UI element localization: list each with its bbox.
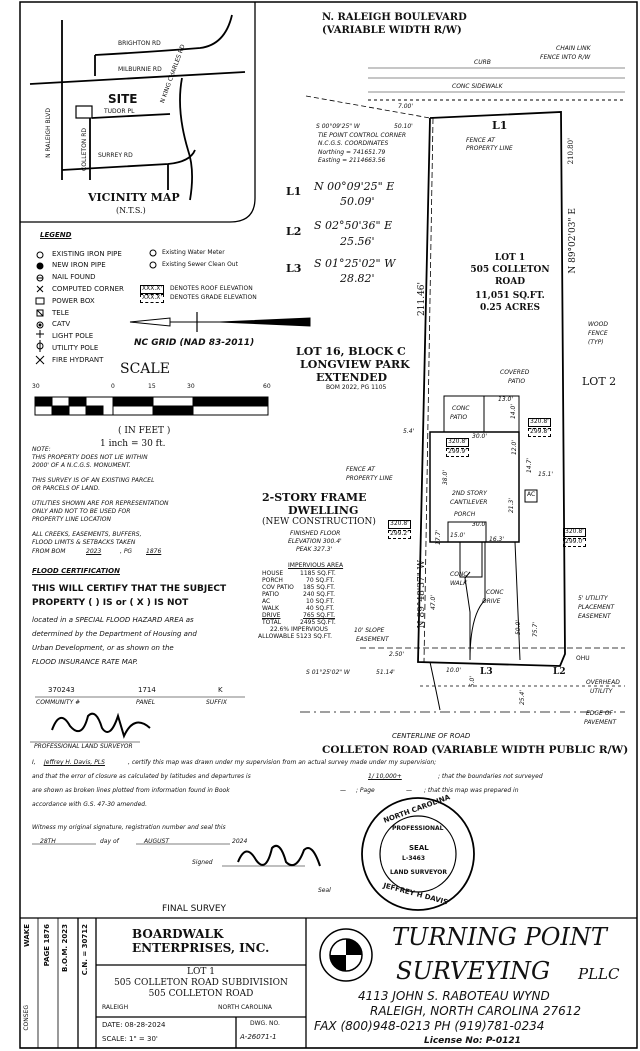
legend-item: FIRE HYDRANT — [52, 356, 104, 364]
dim: 16.3' — [489, 536, 505, 543]
wood-fence: (TYP) — [588, 339, 604, 346]
book-value: — — [340, 787, 346, 794]
l1-bearing: N 00°09'25" E — [314, 180, 395, 193]
note-line: OR PARCELS OF LAND. — [32, 485, 100, 492]
lot-line: LOT 1 — [187, 967, 215, 977]
nc-grid: NC GRID (NAD 83-2011) — [134, 338, 255, 348]
floor-elev: FINISHED FLOOR — [290, 530, 341, 537]
imp-allowable: ALLOWABLE 5123 SQ.FT. — [258, 633, 332, 640]
witness-line: Witness my original signature, registration number and seal this — [32, 824, 226, 831]
l3-bearing: S 01°25'02" W — [314, 257, 396, 270]
utility-easement: EASEMENT — [578, 613, 611, 620]
chain-link: CHAIN LINK — [556, 45, 591, 52]
lot2-label: LOT 2 — [582, 375, 617, 388]
tb-city: RALEIGH — [102, 1004, 129, 1011]
street-width: (VARIABLE WIDTH R/W) — [322, 25, 462, 36]
elev-roof: 320.8' — [530, 418, 549, 425]
cert-i: I, — [32, 759, 36, 766]
road-surrey: SURREY RD — [98, 152, 133, 159]
dwelling-label: 2-STORY FRAME — [262, 491, 367, 504]
company-city: RALEIGH, NORTH CAROLINA 27612 — [370, 1004, 582, 1018]
note-line: PROPERTY LINE LOCATION — [32, 516, 112, 523]
elev-roof: 320.8' — [565, 528, 584, 535]
l1-label: L1 — [286, 185, 302, 198]
imp-val: 185 SQ.FT. — [303, 584, 336, 591]
scale-ratio: 1 inch = 30 ft. — [100, 439, 166, 449]
seal-label: Seal — [318, 887, 331, 894]
grade-elev-tag: XXX.X' — [142, 294, 162, 301]
imp-key: TOTAL — [262, 619, 282, 626]
road-tudor: TUDOR PL — [104, 108, 135, 115]
lot16-bom: BOM 2022, PG 1105 — [326, 384, 387, 391]
l2-label: L2 — [286, 225, 302, 238]
community-label: COMMUNITY # — [36, 699, 81, 706]
conc-drive: DRIVE — [482, 598, 501, 605]
lot1-line: ROAD — [494, 277, 526, 287]
legend-item: TELE — [52, 309, 70, 317]
dim: 2.50' — [389, 651, 405, 658]
floor-elev: ELEVATION 300.4' — [288, 538, 342, 545]
covered-patio: COVERED — [500, 369, 530, 376]
seven-dim: 7.00' — [398, 103, 414, 110]
fence-label-2: FENCE AT — [346, 466, 375, 473]
overhead-utility: OVERHEAD — [586, 679, 620, 686]
fence-label: PROPERTY LINE — [466, 145, 513, 152]
suffix-label: SUFFIX — [206, 699, 227, 706]
wood-fence: WOOD — [588, 321, 608, 328]
dist-211: 211.46' — [417, 282, 427, 316]
dim: 21.3' — [508, 498, 515, 514]
ac-label: AC — [527, 491, 536, 498]
company-license: License No: P-0121 — [424, 1036, 521, 1046]
conc-walk: CONC — [450, 571, 468, 578]
centerline: CENTERLINE OF ROAD — [392, 732, 471, 740]
dim: 47.0' — [430, 595, 437, 611]
note-pg-label: , PG — [120, 548, 133, 555]
road-name: COLLETON ROAD (VARIABLE WIDTH PUBLIC R/W) — [322, 744, 629, 756]
dim: 14.0' — [510, 404, 517, 420]
imp-val: 10 SQ.FT. — [306, 598, 335, 605]
tb-wake: WAKE — [23, 924, 31, 948]
l3-dist: 28.82' — [340, 272, 375, 285]
seal-top: NORTH CAROLINA — [382, 793, 452, 825]
elev-roof: 320.8' — [448, 438, 467, 445]
note-line: UTILITIES SHOWN ARE FOR REPRESENTATION — [32, 500, 169, 507]
elev-grade: 299.2' — [390, 530, 409, 537]
scale-title: SCALE — [120, 361, 170, 377]
slope-easement: 10' SLOPE — [354, 627, 385, 634]
tb-cn: C.N. = 30712 — [81, 924, 89, 976]
signed-label: Signed — [192, 859, 213, 866]
flood-title: FLOOD CERTIFICATION — [32, 567, 120, 575]
cert-line: accordance with G.S. 47-30 amended. — [32, 801, 147, 808]
imp-key: AC — [262, 598, 271, 605]
surveyor-name: Jeffrey H. Davis, PLS — [44, 759, 105, 766]
conc-walk: WALK — [450, 580, 468, 587]
fence-label: FENCE AT — [466, 137, 495, 144]
chain-link: FENCE INTO R/W — [540, 54, 591, 61]
utility-easement: 5' UTILITY — [578, 595, 608, 602]
company-address: 4113 JOHN S. RABOTEAU WYND — [358, 989, 550, 1003]
tb-dwg-number: A-26071-1 — [240, 1033, 277, 1041]
ohu-label: OHU — [576, 655, 590, 662]
dim: 15.1' — [538, 471, 554, 478]
tb-dwg-label: DWG. NO. — [250, 1020, 280, 1027]
tie-line: N.C.G.S. COORDINATES — [318, 140, 389, 147]
lot1-line: 11,051 SQ.FT. — [475, 291, 545, 301]
witness-day-of: day of — [100, 838, 119, 845]
cert-line: ; that this map was prepared in — [424, 787, 519, 794]
legend-item: CATV — [52, 320, 71, 328]
road-king-charles: N KING CHARLES RD — [159, 43, 187, 105]
wood-fence: FENCE — [588, 330, 608, 337]
note-line: ALL CREEKS, EASEMENTS, BUFFERS, — [32, 531, 142, 538]
fence-label-2: PROPERTY LINE — [346, 475, 393, 482]
scale-units: ( IN FEET ) — [118, 426, 171, 436]
witness-month: AUGUST — [144, 838, 170, 845]
dist-210: 210.80' — [567, 138, 575, 165]
scale-tick: 30 — [187, 383, 195, 390]
tb-page: PAGE 1876 — [43, 924, 51, 967]
imp-key: COV PATIO — [262, 584, 294, 591]
legend-item: COMPUTED CORNER — [52, 285, 124, 293]
tie-dist: 50.10' — [394, 123, 413, 130]
note-pg: 1876 — [146, 548, 162, 555]
overhead-utility: UTILITY — [590, 688, 613, 695]
dwelling-label: DWELLING — [288, 504, 359, 517]
dim: 38.0' — [442, 470, 449, 486]
legend-sewer: Existing Sewer Clean Out — [162, 261, 238, 268]
tb-bom: B.O.M. 2023 — [61, 924, 69, 972]
closure-ratio: 1/ 10,000+ — [368, 773, 402, 780]
south-bearing: S 01°25'02" W — [306, 669, 350, 676]
cert-line: ; Page — [356, 787, 375, 794]
l1-dist: 50.09' — [340, 195, 375, 208]
company-phones: FAX (800)948-0213 PH (919)781-0234 — [314, 1019, 545, 1033]
final-survey: FINAL SURVEY — [162, 904, 226, 914]
tb-state: NORTH CAROLINA — [218, 1004, 272, 1011]
tb-scale: SCALE: 1" = 30' — [102, 1035, 158, 1043]
flood-body: Urban Development, or as shown on the — [32, 644, 174, 652]
covered-patio: PATIO — [508, 378, 526, 385]
lot16-line: LOT 16, BLOCK C — [296, 345, 406, 358]
imp-key: PORCH — [262, 577, 283, 584]
site-label: SITE — [108, 92, 138, 106]
second-story: CANTILEVER — [450, 499, 488, 506]
legend-title: LEGEND — [40, 231, 72, 239]
tb-side-small: CONSEG — [23, 1005, 30, 1031]
imp-val: 765 SQ.FT. — [303, 612, 336, 619]
conc-patio: PATIO — [450, 414, 468, 421]
conc-drive: CONC — [486, 589, 504, 596]
client-line: BOARDWALK — [132, 927, 224, 941]
seal-word: SEAL — [409, 844, 429, 852]
sidewalk-label: CONC SIDEWALK — [452, 83, 503, 90]
dim: 5.4' — [403, 428, 415, 435]
legend-item: LIGHT POLE — [52, 332, 94, 340]
legend-water-meter: Existing Water Meter — [162, 249, 225, 256]
cert-line: are shown as broken lines plotted from information found in Book — [32, 787, 230, 794]
note-line: THIS PROPERTY DOES NOT LIE WITHIN — [32, 454, 148, 461]
l1-segment: L1 — [492, 119, 508, 132]
note-bom: 2023 — [86, 548, 102, 555]
surveyor-title: PROFESSIONAL LAND SURVEYOR — [34, 743, 133, 750]
dim: 25.4' — [519, 690, 526, 706]
note-line: ONLY AND NOT TO BE USED FOR — [32, 508, 131, 515]
edge-pavement: EDGE OF — [586, 710, 613, 717]
bearing-east: N 89°02'03" E — [568, 208, 578, 274]
elev-grade: 299.0' — [565, 538, 584, 545]
l3-segment: L3 — [480, 667, 493, 677]
elev-grade: 299.8' — [530, 428, 549, 435]
curb-label: CURB — [474, 59, 491, 66]
lot1-line: LOT 1 — [494, 253, 526, 263]
seal-land: LAND SURVEYOR — [390, 869, 447, 876]
flood-body: FLOOD INSURANCE RATE MAP. — [32, 658, 139, 666]
bearing-west: N 89°48'37" W — [417, 560, 427, 629]
scale-tick: 0 — [111, 383, 115, 390]
note-line: FLOOD LIMITS & SETBACKS TAKEN — [32, 539, 136, 546]
page-value: — — [406, 787, 412, 794]
south-dist: 51.14' — [376, 669, 395, 676]
tie-bearing: S 00°09'25" W — [316, 123, 360, 130]
dim: 17.7' — [435, 530, 442, 546]
porch-label: PORCH — [454, 511, 476, 518]
imp-val: 2495 SQ.FT. — [300, 619, 336, 626]
lot16-line: EXTENDED — [316, 371, 388, 384]
dim: 15.0' — [450, 532, 466, 539]
dim: 13.0' — [498, 396, 514, 403]
witness-year: 2024 — [232, 838, 248, 845]
second-story: 2ND STORY — [452, 490, 487, 497]
legend-grade-elev: DENOTES GRADE ELEVATION — [170, 294, 257, 301]
note-line: 2000' OF A N.C.G.S. MONUMENT. — [32, 462, 131, 469]
note-line: THIS SURVEY IS OF AN EXISTING PARCEL — [32, 477, 155, 484]
slope-easement: EASEMENT — [356, 636, 389, 643]
legend-roof-elev: DENOTES ROOF ELEVATION — [170, 285, 253, 292]
impervious-title: IMPERVIOUS AREA — [288, 562, 344, 569]
tb-date: DATE: 08-28-2024 — [102, 1021, 166, 1029]
cert-line: and that the error of closure as calculated by latitudes and departures is — [32, 773, 251, 780]
road-brighton: BRIGHTON RD — [118, 40, 161, 47]
community-number: 370243 — [48, 686, 75, 694]
tie-line: Northing = 741651.79 — [318, 149, 386, 156]
flood-line1: THIS WILL CERTIFY THAT THE SUBJECT — [32, 584, 227, 594]
vicinity-title: VICINITY MAP — [88, 191, 180, 204]
lot16-line: LONGVIEW PARK — [300, 358, 410, 371]
elev-grade: 299.9' — [448, 448, 467, 455]
imp-pct: 22.6% IMPERVIOUS — [270, 626, 328, 633]
imp-key: WALK — [262, 605, 279, 612]
conc-patio: CONC — [452, 405, 470, 412]
utility-easement: PLACEMENT — [578, 604, 615, 611]
scale-tick: 30 — [32, 383, 40, 390]
road-milburnie: MILBURNIE RD — [118, 66, 162, 73]
l2-segment: L2 — [553, 667, 566, 677]
scale-tick: 60 — [263, 383, 271, 390]
elev-roof: 320.8' — [390, 520, 409, 527]
road-n-raleigh: N RALEIGH BLVD — [45, 108, 52, 158]
flood-line2: PROPERTY ( ) IS or ( X ) IS NOT — [32, 598, 189, 608]
dim: 5.0' — [469, 676, 476, 688]
panel-label: PANEL — [136, 699, 156, 706]
dim: 12.0' — [511, 440, 518, 456]
road-colleton: COLLETON RD — [81, 128, 88, 171]
l2-dist: 25.56' — [340, 235, 375, 248]
panel-number: 1714 — [138, 686, 156, 694]
legend-item: NAIL FOUND — [52, 273, 96, 281]
legend-item: EXISTING IRON PIPE — [52, 250, 122, 258]
dim: 75.7' — [532, 622, 539, 638]
imp-key: DRIVE — [262, 612, 281, 619]
street-name: N. RALEIGH BOULEVARD — [322, 12, 467, 23]
legend-item: POWER BOX — [52, 297, 95, 305]
dim: 30.0' — [472, 433, 488, 440]
dim: 14.7' — [526, 458, 533, 474]
vicinity-subtitle: (N.T.S.) — [116, 206, 146, 215]
imp-val: 70 SQ.FT. — [306, 577, 335, 584]
flood-body: determined by the Department of Housing and — [32, 630, 197, 638]
new-construction: (NEW CONSTRUCTION) — [262, 517, 376, 527]
witness-day: 28TH — [40, 838, 56, 845]
client-line: ENTERPRISES, INC. — [132, 941, 270, 955]
imp-key: PATIO — [262, 591, 280, 598]
lot-line: 505 COLLETON ROAD — [148, 989, 254, 999]
legend-item: UTILITY POLE — [52, 344, 99, 352]
suffix-value: K — [218, 686, 223, 694]
l3-label: L3 — [286, 262, 302, 275]
seal-bottom: JEFFREY H DAVIS — [382, 881, 449, 907]
company-name: TURNING POINT — [392, 923, 607, 951]
seal-number: L-3463 — [402, 855, 426, 862]
note-from: FROM BOM — [32, 548, 66, 555]
imp-val: 40 SQ.FT. — [306, 605, 335, 612]
dim: 50.0' — [515, 620, 522, 636]
floor-elev: PEAK 327.3' — [296, 546, 333, 553]
company-pllc: PLLC — [578, 965, 620, 983]
lot1-line: 0.25 ACRES — [479, 303, 541, 313]
l2-bearing: S 02°50'36" E — [314, 219, 393, 232]
lot1-line: 505 COLLETON — [470, 265, 550, 275]
imp-key: HOUSE — [262, 570, 284, 577]
lot-line: 505 COLLETON ROAD SUBDIVISION — [114, 978, 288, 988]
imp-val: 240 SQ.FT. — [303, 591, 336, 598]
tie-line: Easting = 2114663.56 — [318, 157, 386, 164]
legend-item: NEW IRON PIPE — [52, 261, 106, 269]
dim: 10.0' — [446, 667, 462, 674]
note-label: NOTE: — [32, 446, 51, 453]
dim: 30.0' — [472, 521, 488, 528]
cert-line: ; that the boundaries not surveyed — [438, 773, 543, 780]
company-name-2: SURVEYING — [396, 957, 551, 985]
scale-tick: 15 — [148, 383, 156, 390]
imp-val: 1185 SQ.FT. — [300, 570, 336, 577]
flood-body: located in a SPECIAL FLOOD HAZARD AREA as — [32, 616, 194, 624]
seal-prof: PROFESSIONAL — [392, 825, 444, 832]
edge-pavement: PAVEMENT — [584, 719, 617, 726]
tie-line: TIE POINT CONTROL CORNER — [318, 132, 407, 139]
roof-elev-tag: XXX.X' — [142, 285, 162, 292]
cert-line: , certify this map was drawn under my supervision from an actual survey made under my supervision; — [128, 759, 437, 766]
